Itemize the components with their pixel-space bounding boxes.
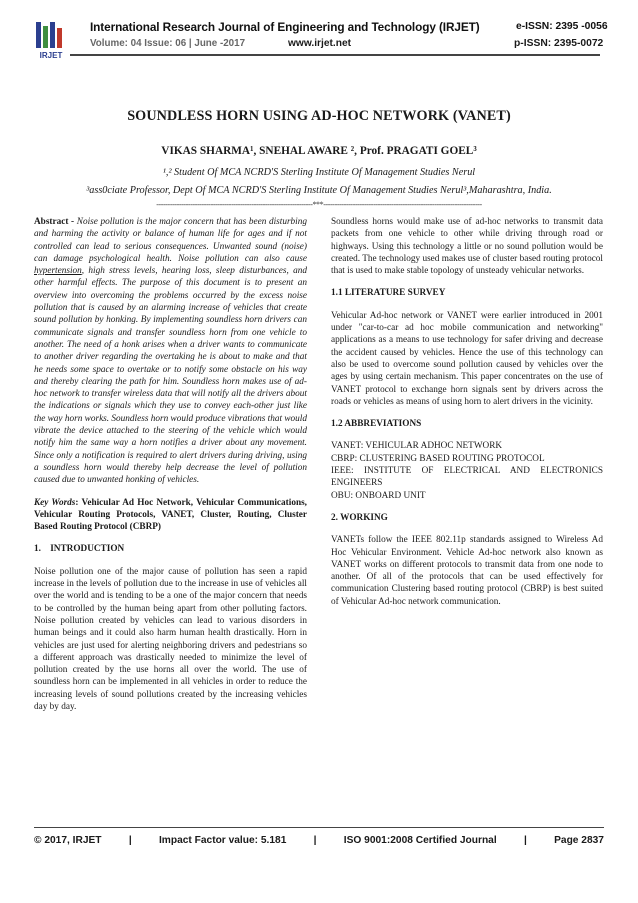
footer-page-number: Page 2837 xyxy=(554,835,604,846)
journal-website[interactable]: www.irjet.net xyxy=(288,38,352,49)
logo-bar-2 xyxy=(43,26,48,48)
logo-text: IRJET xyxy=(39,51,63,60)
abbreviations-heading: 1.2 ABBREVIATIONS xyxy=(331,419,422,430)
volume-issue: Volume: 04 Issue: 06 | June -2017 xyxy=(90,38,246,49)
footer-copyright: © 2017, IRJET xyxy=(34,835,102,846)
hypertension-link[interactable]: hypertension xyxy=(34,266,82,277)
page-footer xyxy=(34,835,604,846)
keywords xyxy=(34,497,307,534)
abbreviation-item: IEEE: INSTITUTE OF ELECTRICAL AND ELECTRONICS ENGINEERS xyxy=(331,466,606,489)
keywords-text: : Vehicular Ad Hoc Network, Vehicular Communications, Vehicular Routing Protocols, VANET, Cluster, Routing, Cluster Based Routing Protocol (CBRP) xyxy=(34,497,307,533)
footer-iso: ISO 9001:2008 Certified Journal xyxy=(343,835,497,846)
intro-continued-paragraph: Soundless horns would make use of ad-hoc networks to transmit data packets from one vehicle to other while driving through road or highways. Using this technology a little or no sound pollution would be created. The technology used makes use of cluster based routing protocol that is used to make stable topology of unsteady vehicular networks. xyxy=(331,217,603,277)
pissn: p-ISSN: 2395-0072 xyxy=(514,38,604,49)
right-column xyxy=(331,216,606,618)
irjet-logo xyxy=(34,20,68,60)
abbreviation-item: CBRP: CLUSTERING BASED ROUTING PROTOCOL xyxy=(331,453,545,464)
footer-divider-3: | xyxy=(523,835,527,846)
logo-bar-3 xyxy=(50,22,55,48)
author-list: VIKAS SHARMA¹, SNEHAL AWARE ², Prof. PRAGATI GOEL³ xyxy=(161,145,477,157)
logo-bar-1 xyxy=(36,22,41,48)
header-divider xyxy=(70,54,600,56)
paper-title: SOUNDLESS HORN USING AD-HOC NETWORK (VANET) xyxy=(127,108,511,124)
affiliation-2: ³ass0ciate Professor, Dept Of MCA NCRD'S Sterling Institute Of Management Studies Nerul³,Maharashtra, India. xyxy=(86,185,552,196)
footer-impact-factor: Impact Factor value: 5.181 xyxy=(158,835,287,846)
abstract xyxy=(34,216,307,487)
footer-divider xyxy=(34,827,604,828)
abbreviation-item: VANET: VEHICULAR ADHOC NETWORK xyxy=(331,441,503,452)
abstract-text-2: , high stress levels, hearing loss, sleep disturbances, and other harmful effects. The purpose of this document is to present an overview into overcoming the problems occurred by the excess noise pollution that is caused by an alarming increase of vehicles that create sound pollution by honking. By implementing soundless horn drivers can communicate signals and transfer soundless horn from one vehicle to another. The need of a honk arises when a driver wants to communicate to another driver regarding the overtaking he is about to make and that he needs some space to overtake or to notify some obstacle on his way and thereby clearing the path for him. Soundless horn makes use of ad-hoc network to transfer wireless data that will notify all the drivers about the indications or signals which they use to convey each-other just like the way horn works. Soundless horn would produce vibrations that would vibrate the device attached to the steering of the vehicle which would notify him the same way a horn notifies a driver about any movement. Since only a notification is required to alert drivers during driving, using a soundless horn would thereby help decrease the level of pollution caused due to unwanted honking of vehicles. xyxy=(34,266,307,486)
working-paragraph: VANETs follow the IEEE 802.11p standards assigned to Wireless Ad Hoc Vehicular Environment. Vehicle Ad-hoc network also known as VANET works on different protocols to transmit data from one node to another. Of all of the protocols that can be used effectively for communication Clustering based routing protocol (CBRP) is best suited of Vehicular Ad-hoc network communication. xyxy=(331,535,603,607)
keywords-label: Key Words xyxy=(34,497,76,508)
affiliation-1: ¹,² Student Of MCA NCRD'S Sterling Institute Of Management Studies Nerul xyxy=(162,167,476,178)
working-heading: 2. WORKING xyxy=(331,512,388,523)
literature-paragraph: Vehicular Ad-hoc network or VANET were earlier introduced in 2001 under "car-to-car ad hoc mobile communication and networking" applications as a means to use technology for safer driving and decrease the accident caused by vehicles. Hence the use of this technology can also be used to overcome sound pollution caused by vehicles over the ages by using certain mechanism. This paper concentrates on the use of VANET protocol to exchange horn signals sent by drivers across the roads or vehicles as means of using horn to alert drivers in the vicinity. xyxy=(331,310,603,407)
section-separator: ---------------------------------------------------------------------***---------------------------------------------------------------------- xyxy=(156,200,482,209)
abbreviations-list xyxy=(331,440,606,501)
literature-heading: 1.1 LITERATURE SURVEY xyxy=(331,288,446,299)
intro-heading: 1. INTRODUCTION xyxy=(34,544,125,555)
logo-bar-4 xyxy=(57,28,62,48)
eissn: e-ISSN: 2395 -0056 xyxy=(516,21,608,32)
footer-divider-1: | xyxy=(128,835,132,846)
journal-title: International Research Journal of Engineering and Technology (IRJET) xyxy=(90,20,480,34)
abbreviation-item: OBU: ONBOARD UNIT xyxy=(331,490,426,501)
footer-divider-2: | xyxy=(313,835,317,846)
abstract-label: Abstract - xyxy=(34,217,75,227)
intro-paragraph: Noise pollution one of the major cause of pollution has seen a rapid increase in the levels of pollution due to the increase in use of vehicles all over the world and is tending to be a one of the major concern that needs to be controlled by the human being apart from other polluting factors. Noise pollution created by vehicles can lead to various disorders in human beings and it could also harm human health drastically. Horn in vehicles are just used for alerting neighboring drivers and pedestrians so a different approach was drastically needed to minimize the level of pollution created by the use horns all over the world. The use of soundless horn can be implemented in all vehicles in order to reduce the increasing levels of sound pollutions created by the increasing vehicles day by day. xyxy=(34,566,307,712)
abstract-text-1: Noise pollution is the major concern that has been disturbing and harming the activity or balance of human life for ages and if not controlled can lead to serious consequences. Unwanted sound (noise) can damage psychological health. Noise pollution can also cause xyxy=(34,217,307,264)
left-column xyxy=(34,216,307,723)
